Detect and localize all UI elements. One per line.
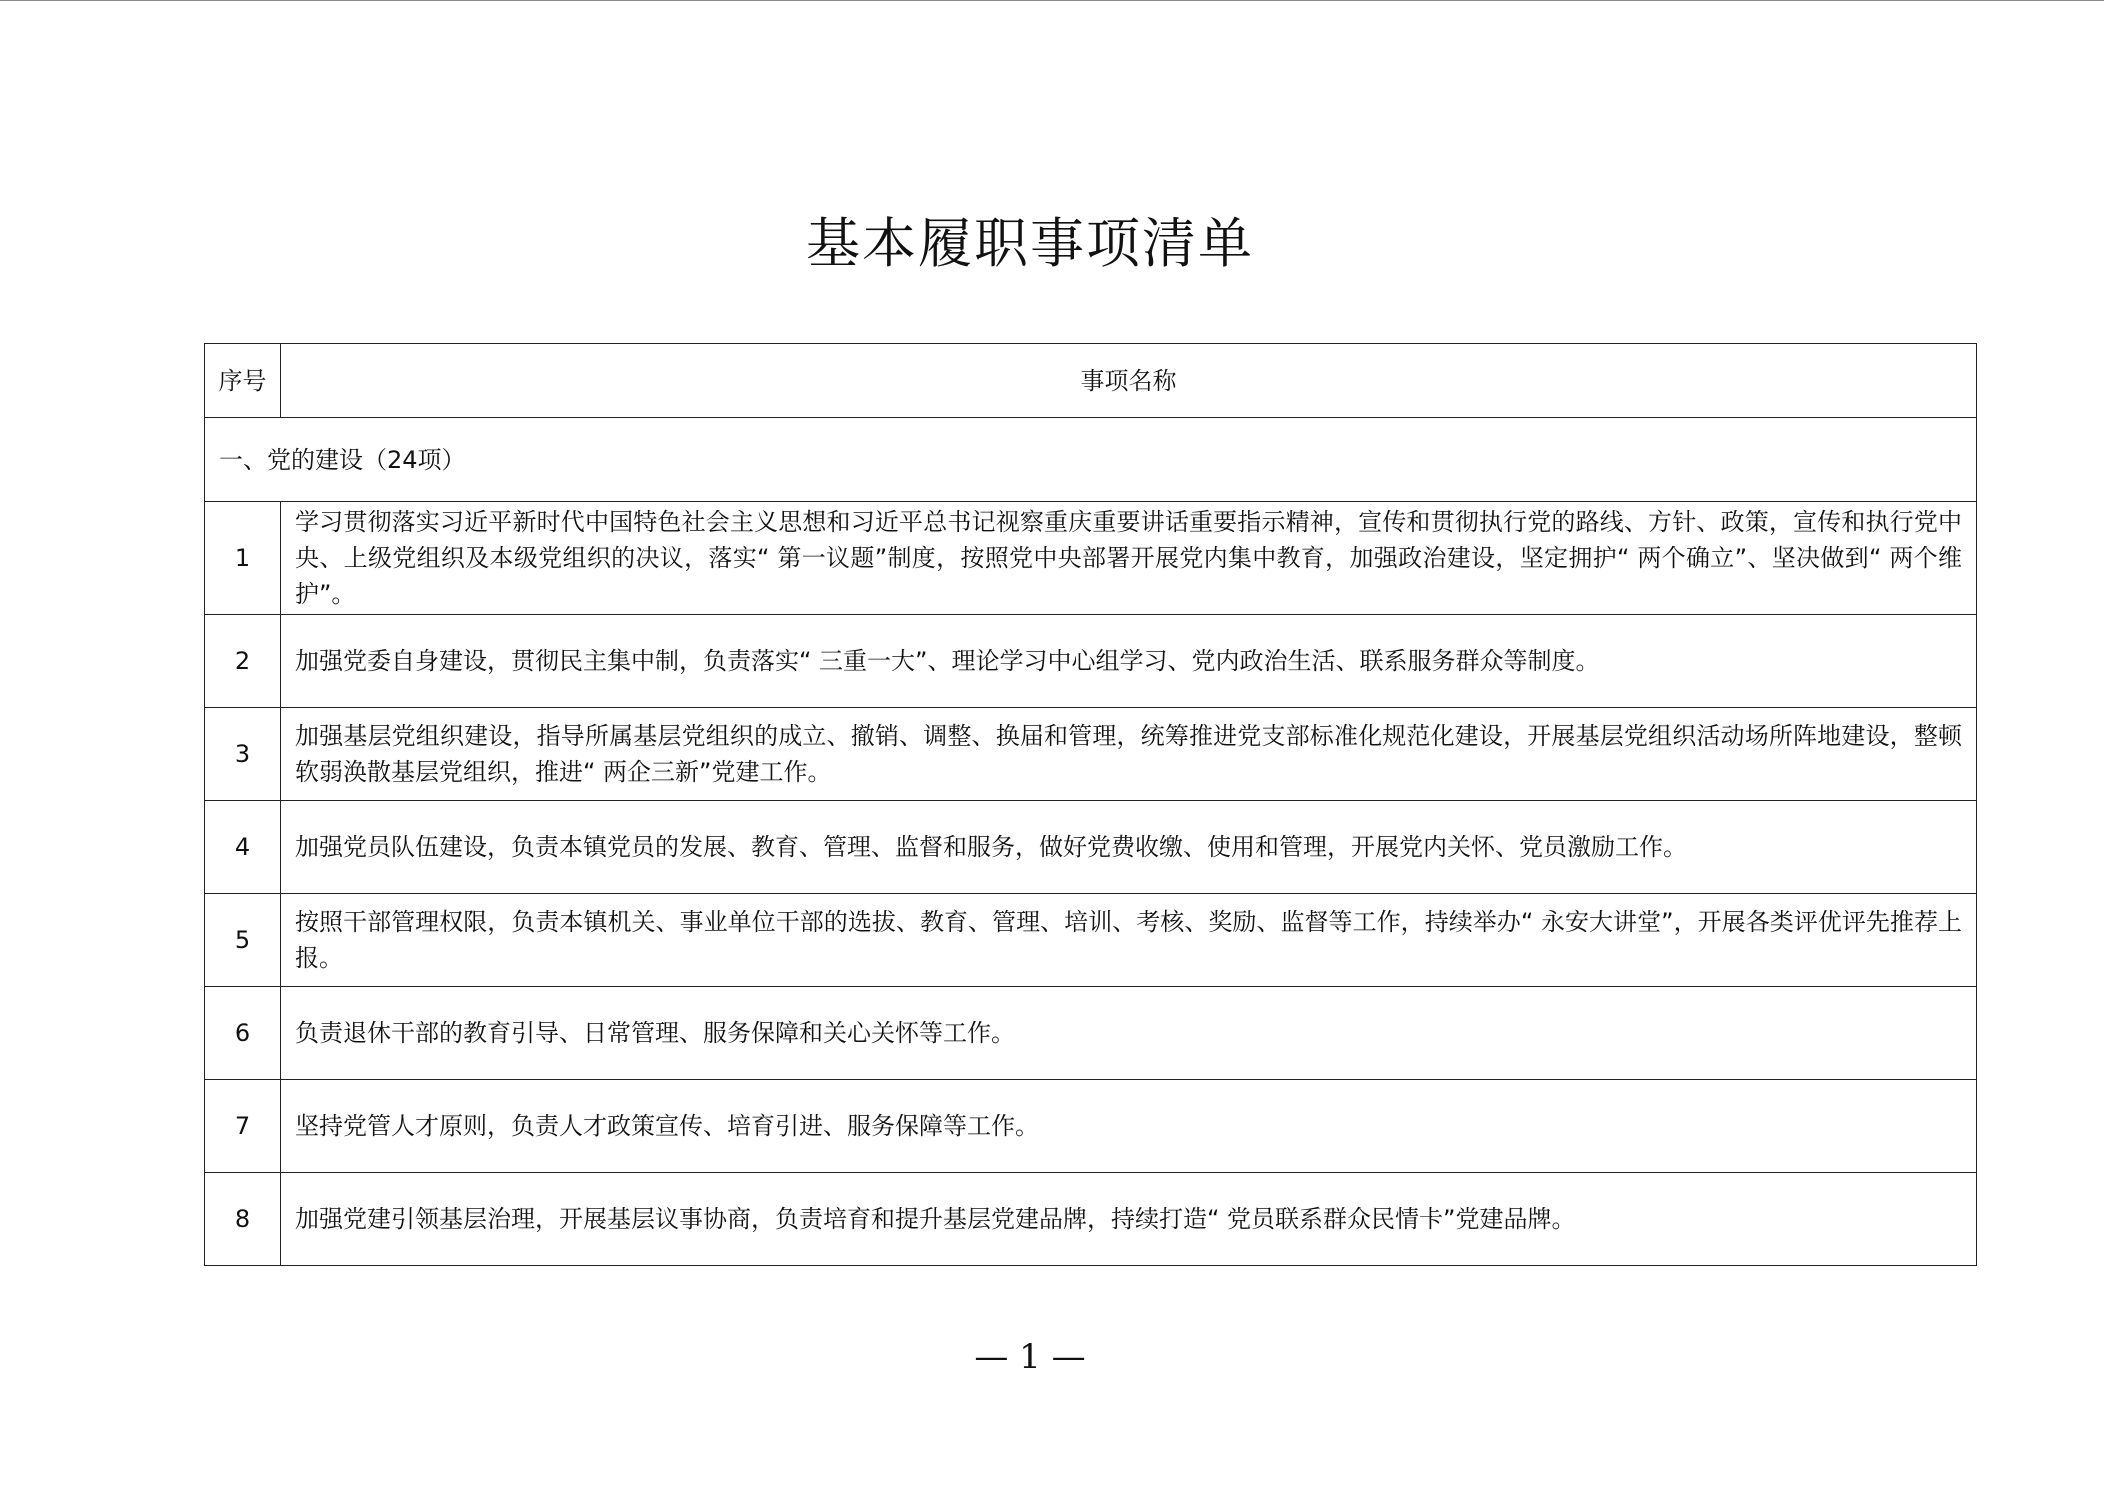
table-row: [205, 1173, 1977, 1266]
row-number: 4: [205, 801, 281, 894]
row-text: 按照干部管理权限，负责本镇机关、事业单位干部的选拔、教育、管理、培训、考核、奖励、监督等工作，持续举办“ 永安大讲堂”，开展各类评优评先推荐上报。: [281, 894, 1977, 987]
header-number: 序号: [205, 344, 281, 418]
header-item-name: 事项名称: [281, 344, 1977, 418]
row-text: 加强基层党组织建设，指导所属基层党组织的成立、撤销、调整、换届和管理，统筹推进党支部标准化规范化建设，开展基层党组织活动场所阵地建设，整顿软弱涣散基层党组织，推进“ 两企三新”党建工作。: [281, 708, 1977, 801]
row-number: 1: [205, 502, 281, 615]
section-row: [205, 418, 1977, 502]
row-text: 加强党委自身建设，贯彻民主集中制，负责落实“ 三重一大”、理论学习中心组学习、党内政治生活、联系服务群众等制度。: [281, 615, 1977, 708]
section-title: 一、党的建设（24项）: [205, 418, 1977, 502]
row-text: 坚持党管人才原则，负责人才政策宣传、培育引进、服务保障等工作。: [281, 1080, 1977, 1173]
document-title: 基本履职事项清单: [806, 212, 1254, 275]
table-header-row: [205, 344, 1977, 418]
table-row: [205, 1080, 1977, 1173]
row-number: 3: [205, 708, 281, 801]
table-row: [205, 894, 1977, 987]
row-number: 5: [205, 894, 281, 987]
row-text: 加强党建引领基层治理，开展基层议事协商，负责培育和提升基层党建品牌，持续打造“ 党员联系群众民情卡”党建品牌。: [281, 1173, 1977, 1266]
row-number: 6: [205, 987, 281, 1080]
table-row: [205, 615, 1977, 708]
table-row: [205, 801, 1977, 894]
table-row: [205, 987, 1977, 1080]
row-number: 2: [205, 615, 281, 708]
page-number: — 1 —: [974, 1337, 1086, 1377]
row-text: 学习贯彻落实习近平新时代中国特色社会主义思想和习近平总书记视察重庆重要讲话重要指示精神，宣传和贯彻执行党的路线、方针、政策，宣传和执行党中央、上级党组织及本级党组织的决议，落实“ 第一议题”制度，按照党中央部署开展党内集中教育，加强政治建设，坚定拥护“ 两个确立”、坚决做到“ 两个维护”。: [281, 502, 1977, 615]
row-text: 加强党员队伍建设，负责本镇党员的发展、教育、管理、监督和服务，做好党费收缴、使用和管理，开展党内关怀、党员激励工作。: [281, 801, 1977, 894]
row-number: 7: [205, 1080, 281, 1173]
row-number: 8: [205, 1173, 281, 1266]
duties-table: [204, 343, 1977, 1266]
table-row: [205, 708, 1977, 801]
table-row: [205, 502, 1977, 615]
row-text: 负责退休干部的教育引导、日常管理、服务保障和关心关怀等工作。: [281, 987, 1977, 1080]
